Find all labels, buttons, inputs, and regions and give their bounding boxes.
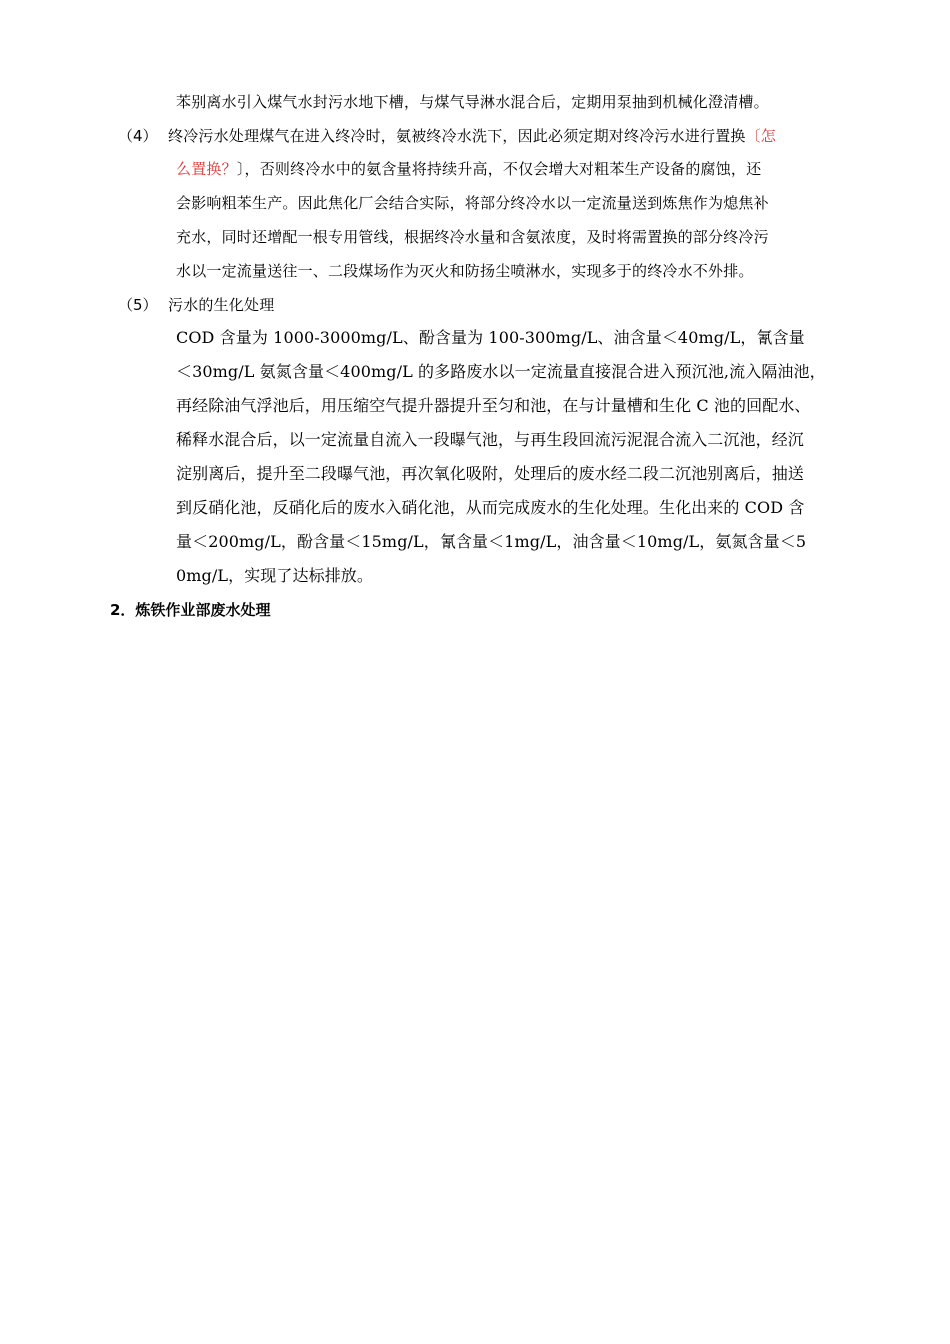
- paragraph-line: 苯别离水引入煤气水封污水地下槽，与煤气导淋水混合后，定期用泵抽到机械化澄清槽。: [176, 93, 769, 111]
- item5-line-7: 量＜200mg/L，酚含量＜15mg/L，氰含量＜1mg/L，油含量＜10mg/L，氨氮含量＜5: [176, 532, 807, 551]
- item5-line-2: ＜30mg/L 氨氮含量＜400mg/L 的多路废水以一定流量直接混合进入预沉池,流入隔油池，: [176, 362, 826, 381]
- item5-line-8: 0mg/L，实现了达标排放。: [176, 566, 374, 585]
- comment-bracket-open: 〔怎: [745, 127, 777, 145]
- item4-text: 〕，否则终冷水中的氨含量将持续升高，不仅会增大对粗苯生产设备的腐蚀，还: [236, 160, 762, 178]
- item5-line-3: 再经除油气浮池后，用压缩空气提升器提升至匀和池，在与计量槽和生化 C 池的回配水、: [176, 396, 811, 415]
- item5-line-6: 到反硝化池，反硝化后的废水入硝化池，从而完成废水的生化处理。生化出来的 COD 含: [176, 498, 805, 517]
- item4-line-3: 会影响粗苯生产。因此焦化厂会结合实际，将部分终冷水以一定流量送到炼焦作为熄焦补: [176, 194, 769, 212]
- section-heading: 2．炼铁作业部废水处理: [110, 601, 271, 619]
- item5-line-1: COD 含量为 1000-3000mg/L、酚含量为 100-300mg/L、油含量＜40mg/L，氰含量: [176, 328, 805, 347]
- item4-line-4: 充水，同时还增配一根专用管线，根据终冷水量和含氨浓度，及时将需置换的部分终冷污: [176, 228, 769, 246]
- item-number-4: （4）: [118, 127, 158, 145]
- comment-text: 么置换？: [176, 160, 237, 178]
- item4-line-5: 水以一定流量送往一、二段煤场作为灭火和防扬尘喷淋水，实现多于的终冷水不外排。: [176, 262, 754, 280]
- item4-line-2: [176, 159, 761, 179]
- item5-title: 污水的生化处理: [168, 296, 275, 314]
- item4-text: 终冷污水处理煤气在进入终冷时，氨被终冷水洗下，因此必须定期对终冷污水进行置换: [168, 127, 746, 145]
- item5-line-4: 稀释水混合后，以一定流量自流入一段曝气池，与再生段回流污泥混合流入二沉池，经沉: [176, 430, 804, 449]
- item-number-5: （5）: [118, 296, 158, 314]
- item4-line-1: [168, 126, 776, 146]
- item5-line-5: 淀别离后，提升至二段曝气池，再次氧化吸附，处理后的废水经二段二沉池别离后，抽送: [176, 464, 804, 483]
